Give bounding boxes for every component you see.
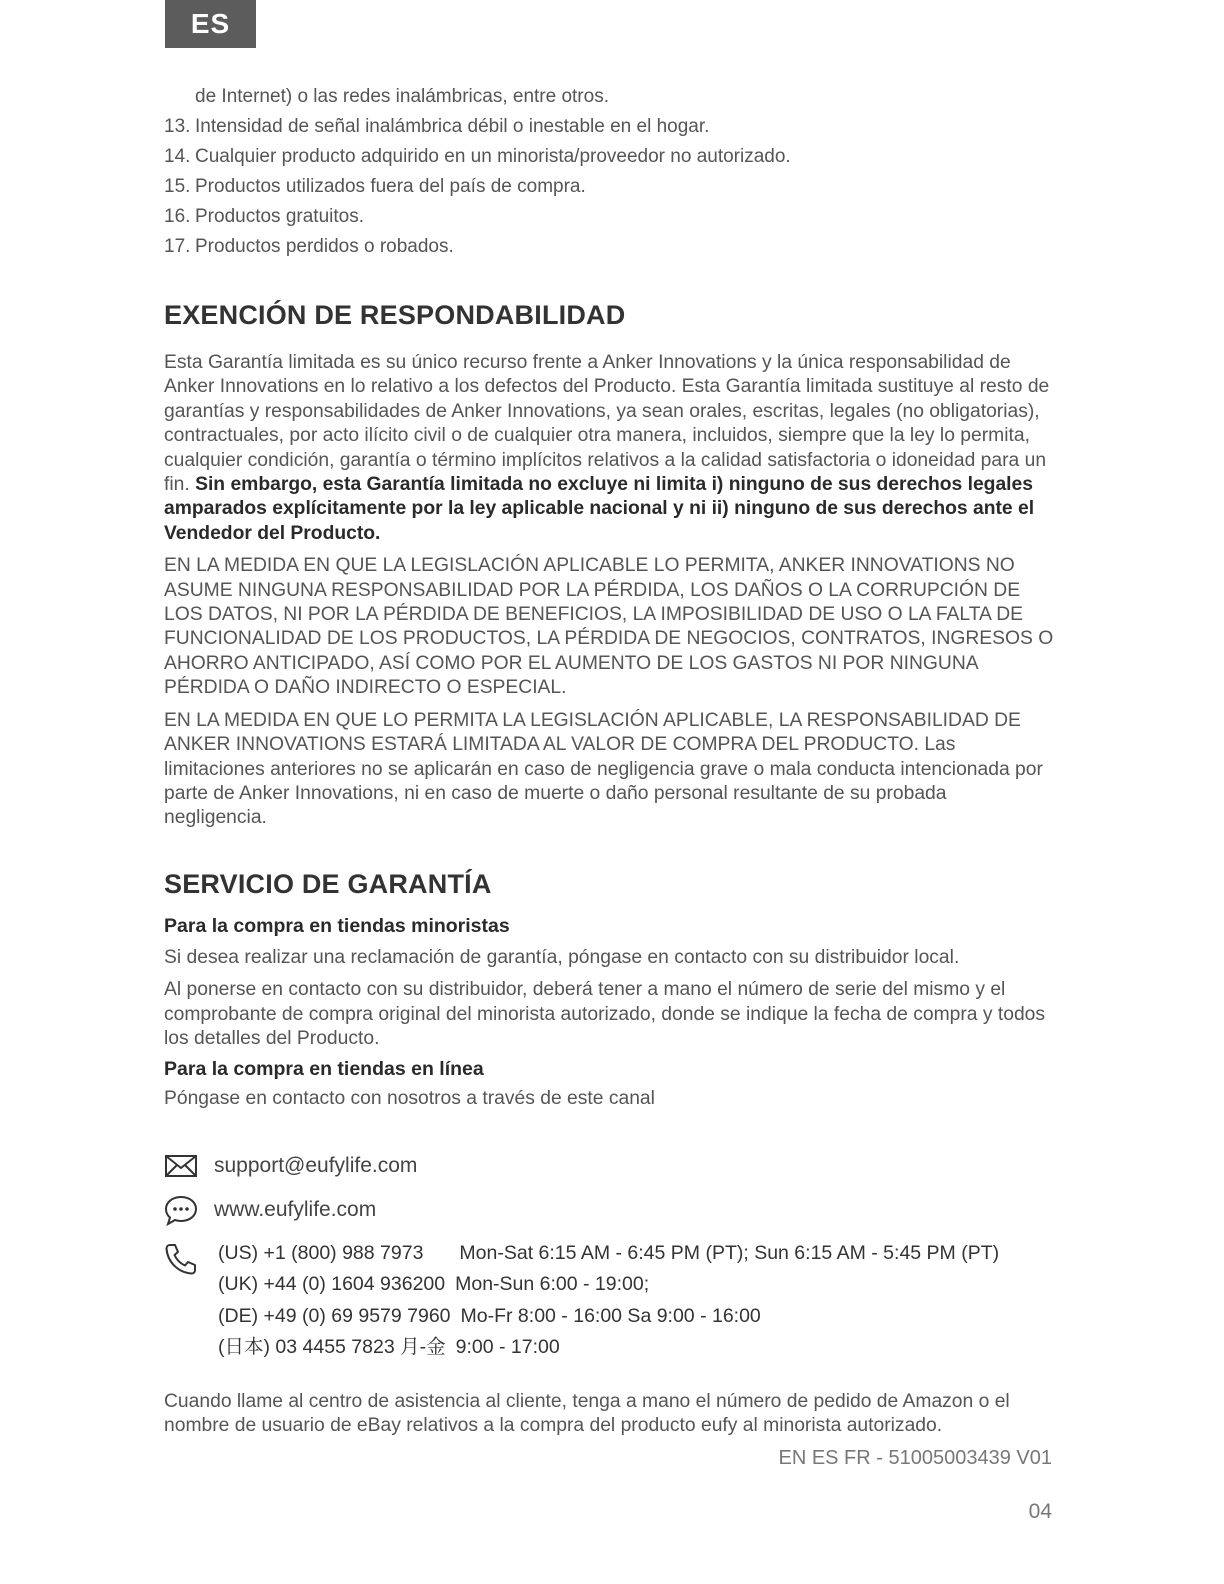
phone-number[interactable]: (US) +1 (800) 988 7973 bbox=[218, 1241, 424, 1264]
phone-hours: 9:00 - 17:00 bbox=[455, 1336, 560, 1359]
online-paragraph: Póngase en contacto con nosotros a través de este canal bbox=[164, 1088, 655, 1110]
phone-line-uk bbox=[218, 1269, 999, 1301]
warranty-service-title: SERVICIO DE GARANTÍA bbox=[164, 868, 492, 899]
chat-bubble-icon bbox=[164, 1194, 198, 1226]
website-link[interactable]: www.eufylife.com bbox=[214, 1197, 377, 1221]
disclaimer-paragraph-1: Esta Garantía limitada es su único recurso frente a Anker Innovations y la única responsabilidad de Anker Innovations en lo relativo a los defectos del Producto. Esta Garantía limitada sustituye al resto de garantías y responsabilidades de Anker Innovations, ya sean orales, escritas, legales (no obligatorias), contractuales, por acto ilícito civil o de cualquier otra manera, incluidos, siempre que la ley lo permita, cualquier condición, garantía o término implícitos relativos a la calidad satisfactoria o idoneidad para un fin. Sin embargo, esta Garantía limitada no excluye ni limita i) ninguno de sus derechos legales amparados explícitamente por la ley aplicable nacional y ni ii) ninguno de sus derechos ante el Vendedor del Producto. bbox=[164, 352, 1050, 544]
phone-lines bbox=[218, 1238, 999, 1364]
list-item: 16. Productos gratuitos. bbox=[164, 206, 364, 227]
retail-purchase-heading: Para la compra en tiendas minoristas bbox=[164, 914, 510, 937]
phone-line-us bbox=[218, 1238, 999, 1270]
phone-line-jp bbox=[218, 1332, 999, 1364]
phone-number[interactable]: (UK) +44 (0) 1604 936200 bbox=[218, 1273, 446, 1296]
list-item: 13. Intensidad de señal inalámbrica débil o inestable en el hogar. bbox=[164, 116, 710, 137]
phone-hours: Mo-Fr 8:00 - 16:00 Sa 9:00 - 16:00 bbox=[460, 1304, 761, 1327]
phone-section bbox=[164, 1238, 1054, 1364]
phone-icon bbox=[164, 1242, 198, 1276]
phone-number[interactable]: (DE) +49 (0) 69 9579 7960 bbox=[218, 1304, 451, 1327]
retail-paragraph-2: Al ponerse en contacto con su distribuidor, deberá tener a mano el número de serie del mismo y el comprobante de compra original del minorista autorizado, donde se indique la fecha de compra y todos los detalles del Producto. bbox=[164, 979, 1046, 1049]
page-content bbox=[164, 82, 1054, 1439]
closing-paragraph: Cuando llame al centro de asistencia al cliente, tenga a mano el número de pedido de Amazon o el nombre de usuario de eBay relativos a la compra del producto eufy al minorista autorizado. bbox=[164, 1390, 1010, 1437]
online-purchase-heading: Para la compra en tiendas en línea bbox=[164, 1058, 484, 1081]
list-item: 17. Productos perdidos o robados. bbox=[164, 236, 454, 257]
exclusions-list bbox=[164, 82, 1054, 262]
disclaimer-paragraph-2: EN LA MEDIDA EN QUE LA LEGISLACIÓN APLICABLE LO PERMITA, ANKER INNOVATIONS NO ASUME NINGUNA RESPONSABILIDAD POR LA PÉRDIDA, LOS DAÑOS O LA CORRUPCIÓN DE LOS DATOS, NI POR LA PÉRDIDA DE BENEFICIOS, LA IMPOSIBILIDAD DE USO O LA FALTA DE FUNCIONALIDAD DE LOS PRODUCTOS, LA PÉRDIDA DE NEGOCIOS, CONTRATOS, INGRESOS O AHORRO ANTICIPADO, ASÍ COMO POR EL AUMENTO DE LOS GASTOS NI POR NINGUNA PÉRDIDA O DAÑO INDIRECTO O ESPECIAL. bbox=[164, 555, 1054, 699]
phone-number[interactable]: (日本) 03 4455 7823 月-金 bbox=[218, 1336, 446, 1359]
web-row bbox=[164, 1188, 1054, 1232]
email-row bbox=[164, 1144, 1054, 1188]
list-item: 15. Productos utilizados fuera del país de compra. bbox=[164, 176, 586, 197]
envelope-icon bbox=[164, 1150, 198, 1182]
phone-line-de bbox=[218, 1301, 999, 1333]
list-item: 14. Cualquier producto adquirido en un minorista/proveedor no autorizado. bbox=[164, 146, 791, 167]
disclaimer-title: EXENCIÓN DE RESPONDABILIDAD bbox=[164, 300, 626, 330]
page-number: 04 bbox=[1028, 1500, 1052, 1523]
support-email-link[interactable]: support@eufylife.com bbox=[214, 1153, 418, 1177]
disclaimer-paragraph-3: EN LA MEDIDA EN QUE LO PERMITA LA LEGISLACIÓN APLICABLE, LA RESPONSABILIDAD DE ANKER INNOVATIONS ESTARÁ LIMITADA AL VALOR DE COMPRA DEL PRODUCTO. Las limitaciones anteriores no se aplicarán en caso de negligencia grave o mala conducta intencionada por parte de Anker Innovations, ni en caso de muerte o daño personal resultante de su probada negligencia. bbox=[164, 709, 1043, 829]
retail-paragraph-1: Si desea realizar una reclamación de garantía, póngase en contacto con su distribuidor local. bbox=[164, 946, 960, 968]
list-item: de Internet) o las redes inalámbricas, entre otros. bbox=[195, 86, 609, 107]
phone-hours: Mon-Sun 6:00 - 19:00; bbox=[455, 1273, 650, 1296]
language-tab: ES bbox=[165, 0, 256, 48]
document-code: EN ES FR - 51005003439 V01 bbox=[778, 1447, 1052, 1469]
phone-hours: Mon-Sat 6:15 AM - 6:45 PM (PT); Sun 6:15 AM - 5:45 PM (PT) bbox=[459, 1241, 1000, 1264]
contact-section bbox=[164, 1144, 1054, 1364]
